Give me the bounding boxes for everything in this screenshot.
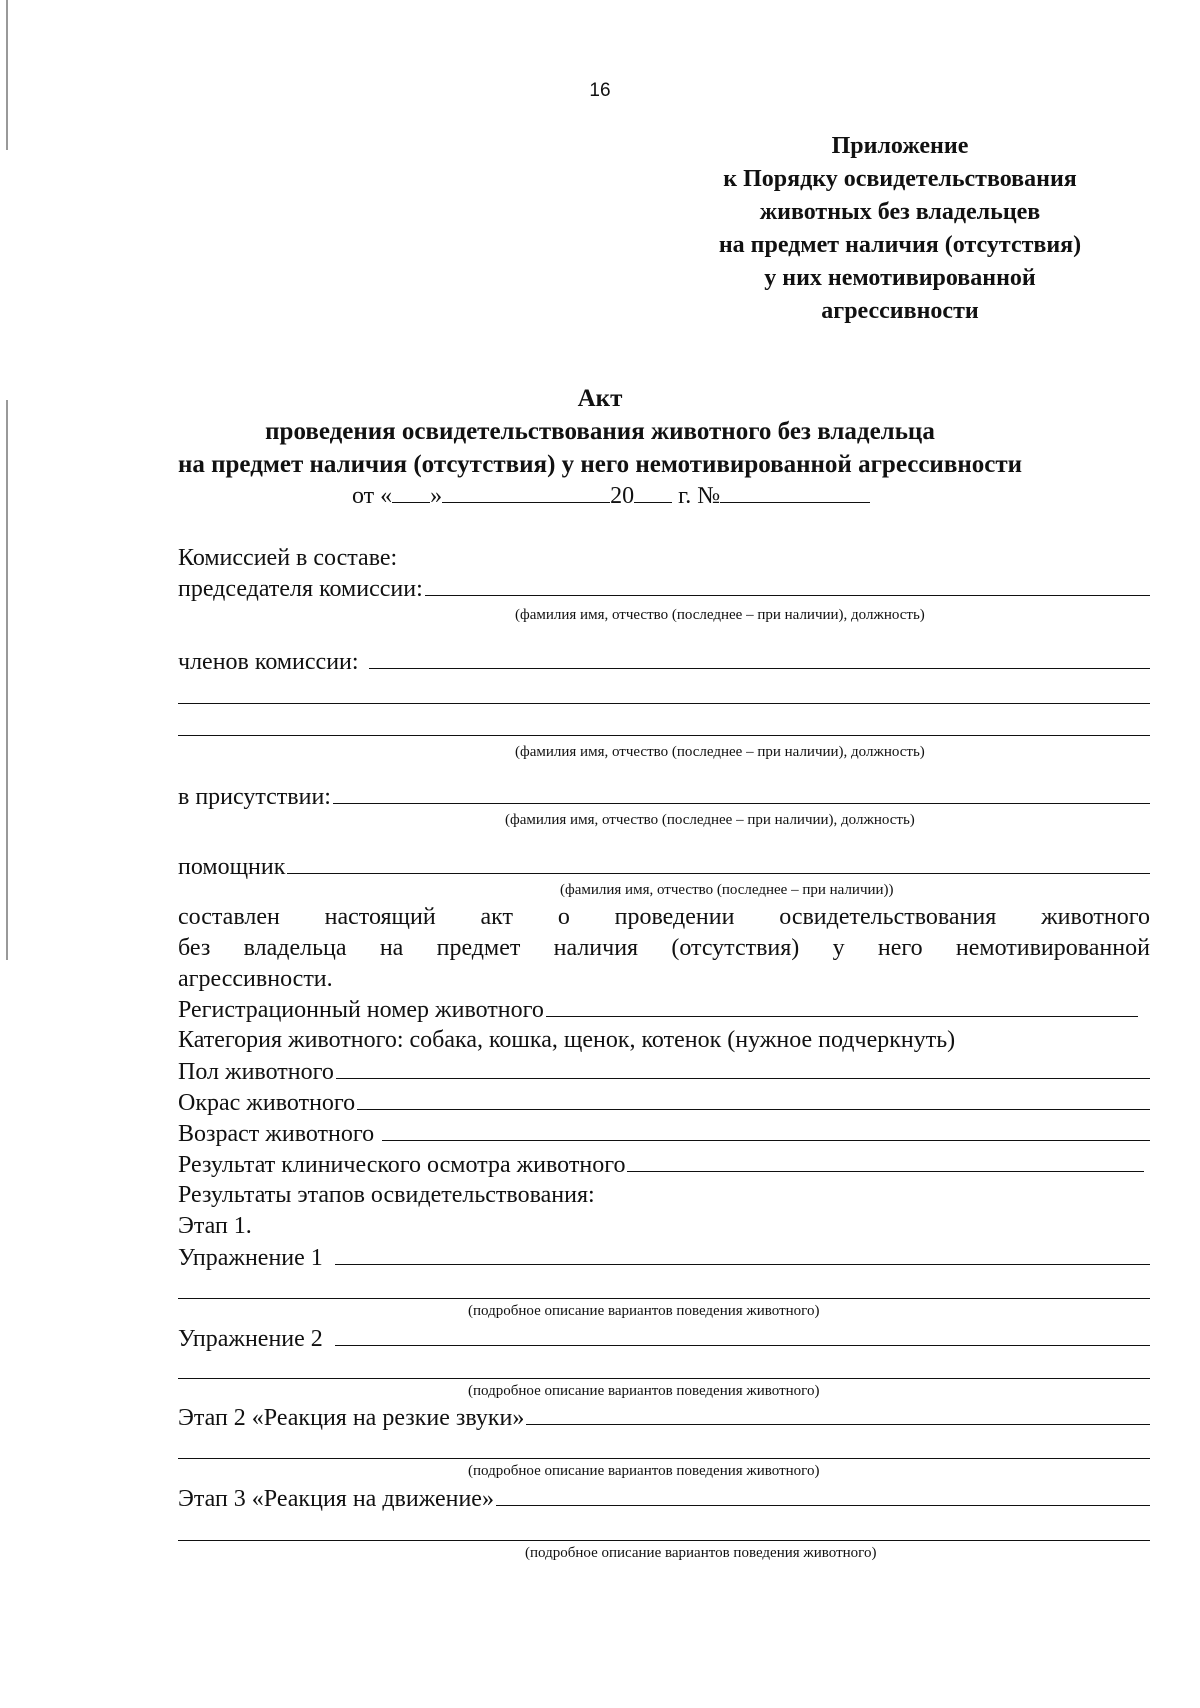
stage3-field[interactable] — [496, 1485, 1150, 1506]
sex-label: Пол животного — [178, 1059, 334, 1085]
act-date-line — [352, 482, 870, 510]
appendix-line: к Порядку освидетельствования — [723, 166, 1077, 192]
page-number: 16 — [589, 80, 611, 101]
stage2-hint: (подробное описание вариантов поведения животного) — [468, 1463, 820, 1479]
appendix-line: на предмет наличия (отсутствия) — [718, 232, 1082, 258]
stage2-row — [178, 1404, 1150, 1432]
year-prefix: 20 — [610, 483, 635, 509]
presence-label: в присутствии: — [178, 784, 331, 810]
stage2-field[interactable] — [526, 1404, 1150, 1425]
paragraph-line-1 — [178, 902, 1150, 933]
members-label: членов комиссии: — [178, 649, 359, 675]
year-field[interactable] — [634, 482, 672, 503]
reg-number-row — [178, 996, 1150, 1024]
clinical-field[interactable] — [627, 1151, 1144, 1172]
word: него — [877, 935, 923, 961]
stage1-label: Этап 1. — [178, 1213, 252, 1239]
word: освидетельствования — [779, 904, 997, 930]
year-suffix-number-label: г. № — [678, 483, 721, 509]
exercise2-field-line-2[interactable] — [178, 1378, 1150, 1379]
day-field[interactable] — [392, 482, 430, 503]
word: наличия — [553, 935, 639, 961]
appendix-line: животных без владельцев — [759, 199, 1041, 225]
date-close-quote: » — [430, 483, 443, 509]
paragraph-line-3: агрессивности. — [178, 966, 333, 992]
stage2-field-line-2[interactable] — [178, 1458, 1150, 1459]
scan-edge-mark-lower — [6, 400, 8, 960]
presence-hint: (фамилия имя, отчество (последнее – при наличии), должность) — [505, 812, 915, 828]
age-field[interactable] — [382, 1120, 1150, 1141]
exercise1-label: Упражнение 1 — [178, 1245, 323, 1271]
clinical-label: Результат клинического осмотра животного — [178, 1152, 626, 1178]
word: немотивированной — [955, 935, 1150, 961]
word: на — [379, 935, 404, 961]
appendix-line: Приложение — [831, 133, 969, 159]
commission-heading: Комиссией в составе: — [178, 545, 398, 571]
color-field[interactable] — [357, 1089, 1150, 1110]
presence-row — [178, 783, 1150, 811]
stage3-label: Этап 3 «Реакция на движение» — [178, 1486, 494, 1512]
word: владельца — [243, 935, 347, 961]
exercise1-field[interactable] — [335, 1244, 1150, 1265]
word: без — [178, 935, 211, 961]
act-title — [100, 382, 1100, 481]
stages-heading: Результаты этапов освидетельствования: — [178, 1182, 595, 1208]
members-field-line-3[interactable] — [178, 735, 1150, 736]
word: о — [557, 904, 570, 930]
members-field[interactable] — [369, 648, 1150, 669]
members-hint: (фамилия имя, отчество (последнее – при наличии), должность) — [515, 744, 925, 760]
assistant-hint: (фамилия имя, отчество (последнее – при наличии)) — [560, 882, 894, 898]
stage3-hint: (подробное описание вариантов поведения животного) — [525, 1545, 877, 1561]
chair-hint: (фамилия имя, отчество (последнее – при наличии), должность) — [515, 607, 925, 623]
exercise1-field-line-2[interactable] — [178, 1298, 1150, 1299]
color-label: Окрас животного — [178, 1090, 356, 1116]
act-title-line: проведения освидетельствования животного без владельца — [265, 418, 935, 445]
word: животного — [1041, 904, 1150, 930]
word: (отсутствия) — [671, 935, 800, 961]
word: составлен — [178, 904, 280, 930]
chair-field[interactable] — [425, 575, 1150, 596]
chair-row — [178, 575, 1150, 603]
exercise1-row — [178, 1244, 1150, 1272]
age-row — [178, 1120, 1150, 1148]
sex-field[interactable] — [336, 1058, 1150, 1079]
assistant-field[interactable] — [287, 853, 1150, 874]
exercise2-hint: (подробное описание вариантов поведения животного) — [468, 1383, 820, 1399]
word: у — [832, 935, 845, 961]
act-number-field[interactable] — [720, 482, 870, 503]
stage3-row — [178, 1485, 1150, 1513]
members-field-line-2[interactable] — [178, 703, 1150, 704]
exercise1-hint: (подробное описание вариантов поведения животного) — [468, 1303, 820, 1319]
act-title-line: Акт — [577, 385, 623, 412]
exercise2-field[interactable] — [335, 1325, 1150, 1346]
stage3-field-line-2[interactable] — [178, 1540, 1150, 1541]
word: настоящий — [324, 904, 436, 930]
month-field[interactable] — [442, 482, 610, 503]
exercise2-label: Упражнение 2 — [178, 1326, 323, 1352]
word: предмет — [436, 935, 521, 961]
paragraph-line-2 — [178, 933, 1150, 964]
act-title-line: на предмет наличия (отсутствия) у него немотивированной агрессивности — [177, 451, 1023, 478]
color-row — [178, 1089, 1150, 1117]
members-row — [178, 648, 1150, 676]
stage2-label: Этап 2 «Реакция на резкие звуки» — [178, 1405, 525, 1431]
word: проведении — [614, 904, 735, 930]
reg-number-field[interactable] — [546, 996, 1138, 1017]
appendix-line: у них немотивированной — [764, 265, 1036, 291]
word: акт — [480, 904, 514, 930]
sex-row — [178, 1058, 1150, 1086]
act-statement-paragraph — [178, 902, 1150, 995]
age-label: Возраст животного — [178, 1121, 375, 1147]
clinical-row — [178, 1151, 1150, 1179]
appendix-header — [660, 130, 1140, 328]
reg-number-label: Регистрационный номер животного — [178, 997, 544, 1023]
category-label: Категория животного: собака, кошка, щенок, котенок (нужное подчеркнуть) — [178, 1027, 956, 1053]
assistant-label: помощник — [178, 854, 286, 880]
presence-field[interactable] — [333, 783, 1150, 804]
chair-label: председателя комиссии: — [178, 576, 423, 602]
appendix-line: агрессивности — [821, 298, 979, 324]
assistant-row — [178, 853, 1150, 881]
date-from-label: от « — [352, 483, 393, 509]
exercise2-row — [178, 1325, 1150, 1353]
scan-edge-mark — [6, 0, 8, 150]
